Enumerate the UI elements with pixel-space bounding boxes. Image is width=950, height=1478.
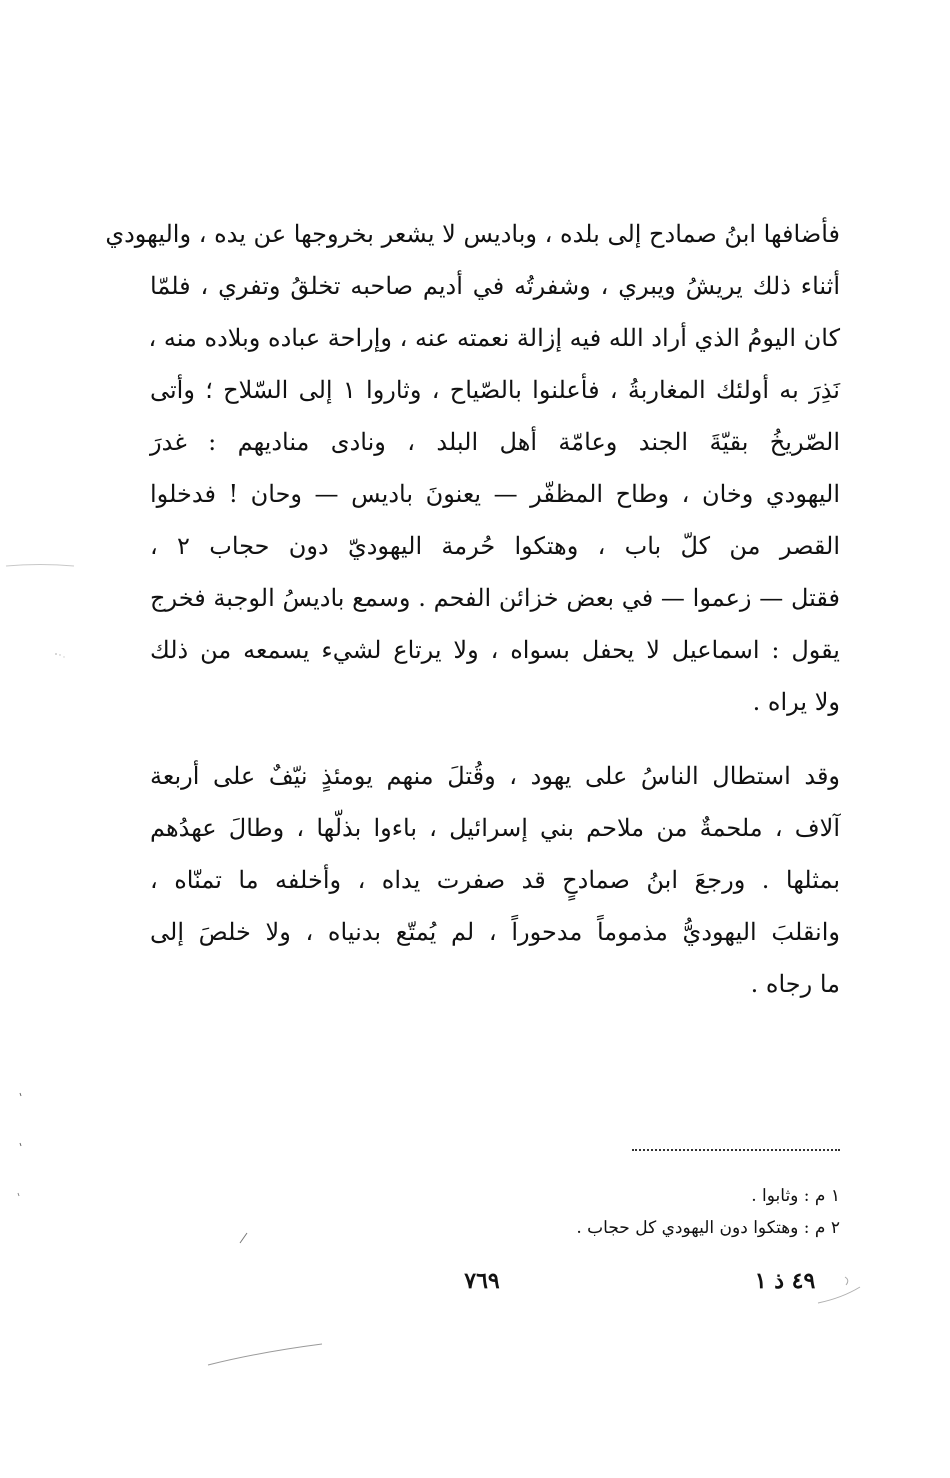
scan-stroke [20, 1093, 21, 1096]
text-line: فأضافها ابنُ صمادح إلى بلده ، وباديس لا يشعر بخروجها عن يده ، واليهودي [105, 220, 840, 248]
text-line: يقول : اسماعيل لا يحفل بسواه ، ولا يرتاع لشيء يسمعه من ذلك [150, 636, 840, 664]
page-number: ٧٦٩ [464, 1268, 500, 1294]
text-line: آلاف ، ملحمةٌ من ملاحم بني إسرائيل ، باءوا بذلّها ، وطالَ عهدُهم [150, 814, 840, 842]
printer-signature: ٤٩ ذ ١ [754, 1268, 816, 1294]
text-line: أثناء ذلك يريشُ ويبري ، وشفرتُه في أديم صاحبه تخلقُ وتفري ، فلمّا [150, 272, 840, 300]
footnotes [420, 1180, 840, 1244]
text-line: وقد استطال الناسُ على يهود ، وقُتلَ منهم يومئذٍ نيّفٌ على أربعة [150, 762, 840, 790]
scan-speck [63, 656, 64, 657]
text-line: القصر من كلّ باب ، وهتكوا حُرمة اليهوديّ دون حجاب ٢ ، [150, 532, 840, 560]
scan-speck [55, 653, 57, 655]
text-line: ما رجاه . [750, 970, 840, 998]
text-line: بمثلها . ورجعَ ابنُ صمادحٍ قد صفرت يداه ، وأخلفه ما تمنّاه ، [150, 866, 840, 894]
scan-stroke [818, 1287, 860, 1303]
scan-stroke [845, 1277, 848, 1285]
paragraph-2 [150, 750, 840, 1010]
footnote-1: ١ م : وثابوا . [751, 1186, 840, 1206]
text-line: وانقلبَ اليهوديُّ مذموماً مدحوراً ، لم يُمتّع بدنياه ، ولا خلصَ إلى [150, 918, 840, 946]
scan-stroke [208, 1344, 322, 1365]
text-line: فقتل — زعموا — في بعض خزائن الفحم . وسمع باديسُ الوجبة فخرج [150, 584, 840, 612]
scan-speck [59, 654, 60, 655]
scan-stroke [6, 565, 74, 567]
scan-stroke [20, 1143, 21, 1146]
paragraph-1 [105, 208, 840, 728]
text-line: اليهودي وخان ، وطاح المظفّر — يعنونَ باديس — وحان ! فدخلوا [150, 480, 840, 508]
text-line: كان اليومُ الذي أراد الله فيه إزالة نعمته عنه ، وإراحة عباده وبلاده منه ، [148, 324, 840, 352]
text-line: نَذِرَ به أولئك المغاربةُ ، فأعلنوا بالصّياح ، وثاروا ١ إلى السّلاح ؛ وأتى [150, 376, 840, 404]
footnote-2: ٢ م : وهتكوا دون اليهودي كل حجاب . [576, 1218, 840, 1238]
text-line: الصّريخُ بقيّةَ الجند وعامّة أهل البلد ، ونادى مناديهم : غدرَ [150, 428, 840, 456]
scan-stroke [18, 1193, 19, 1196]
scan-stroke [240, 1233, 247, 1243]
footnote-divider [632, 1149, 840, 1151]
text-line: ولا يراه . [752, 688, 840, 716]
